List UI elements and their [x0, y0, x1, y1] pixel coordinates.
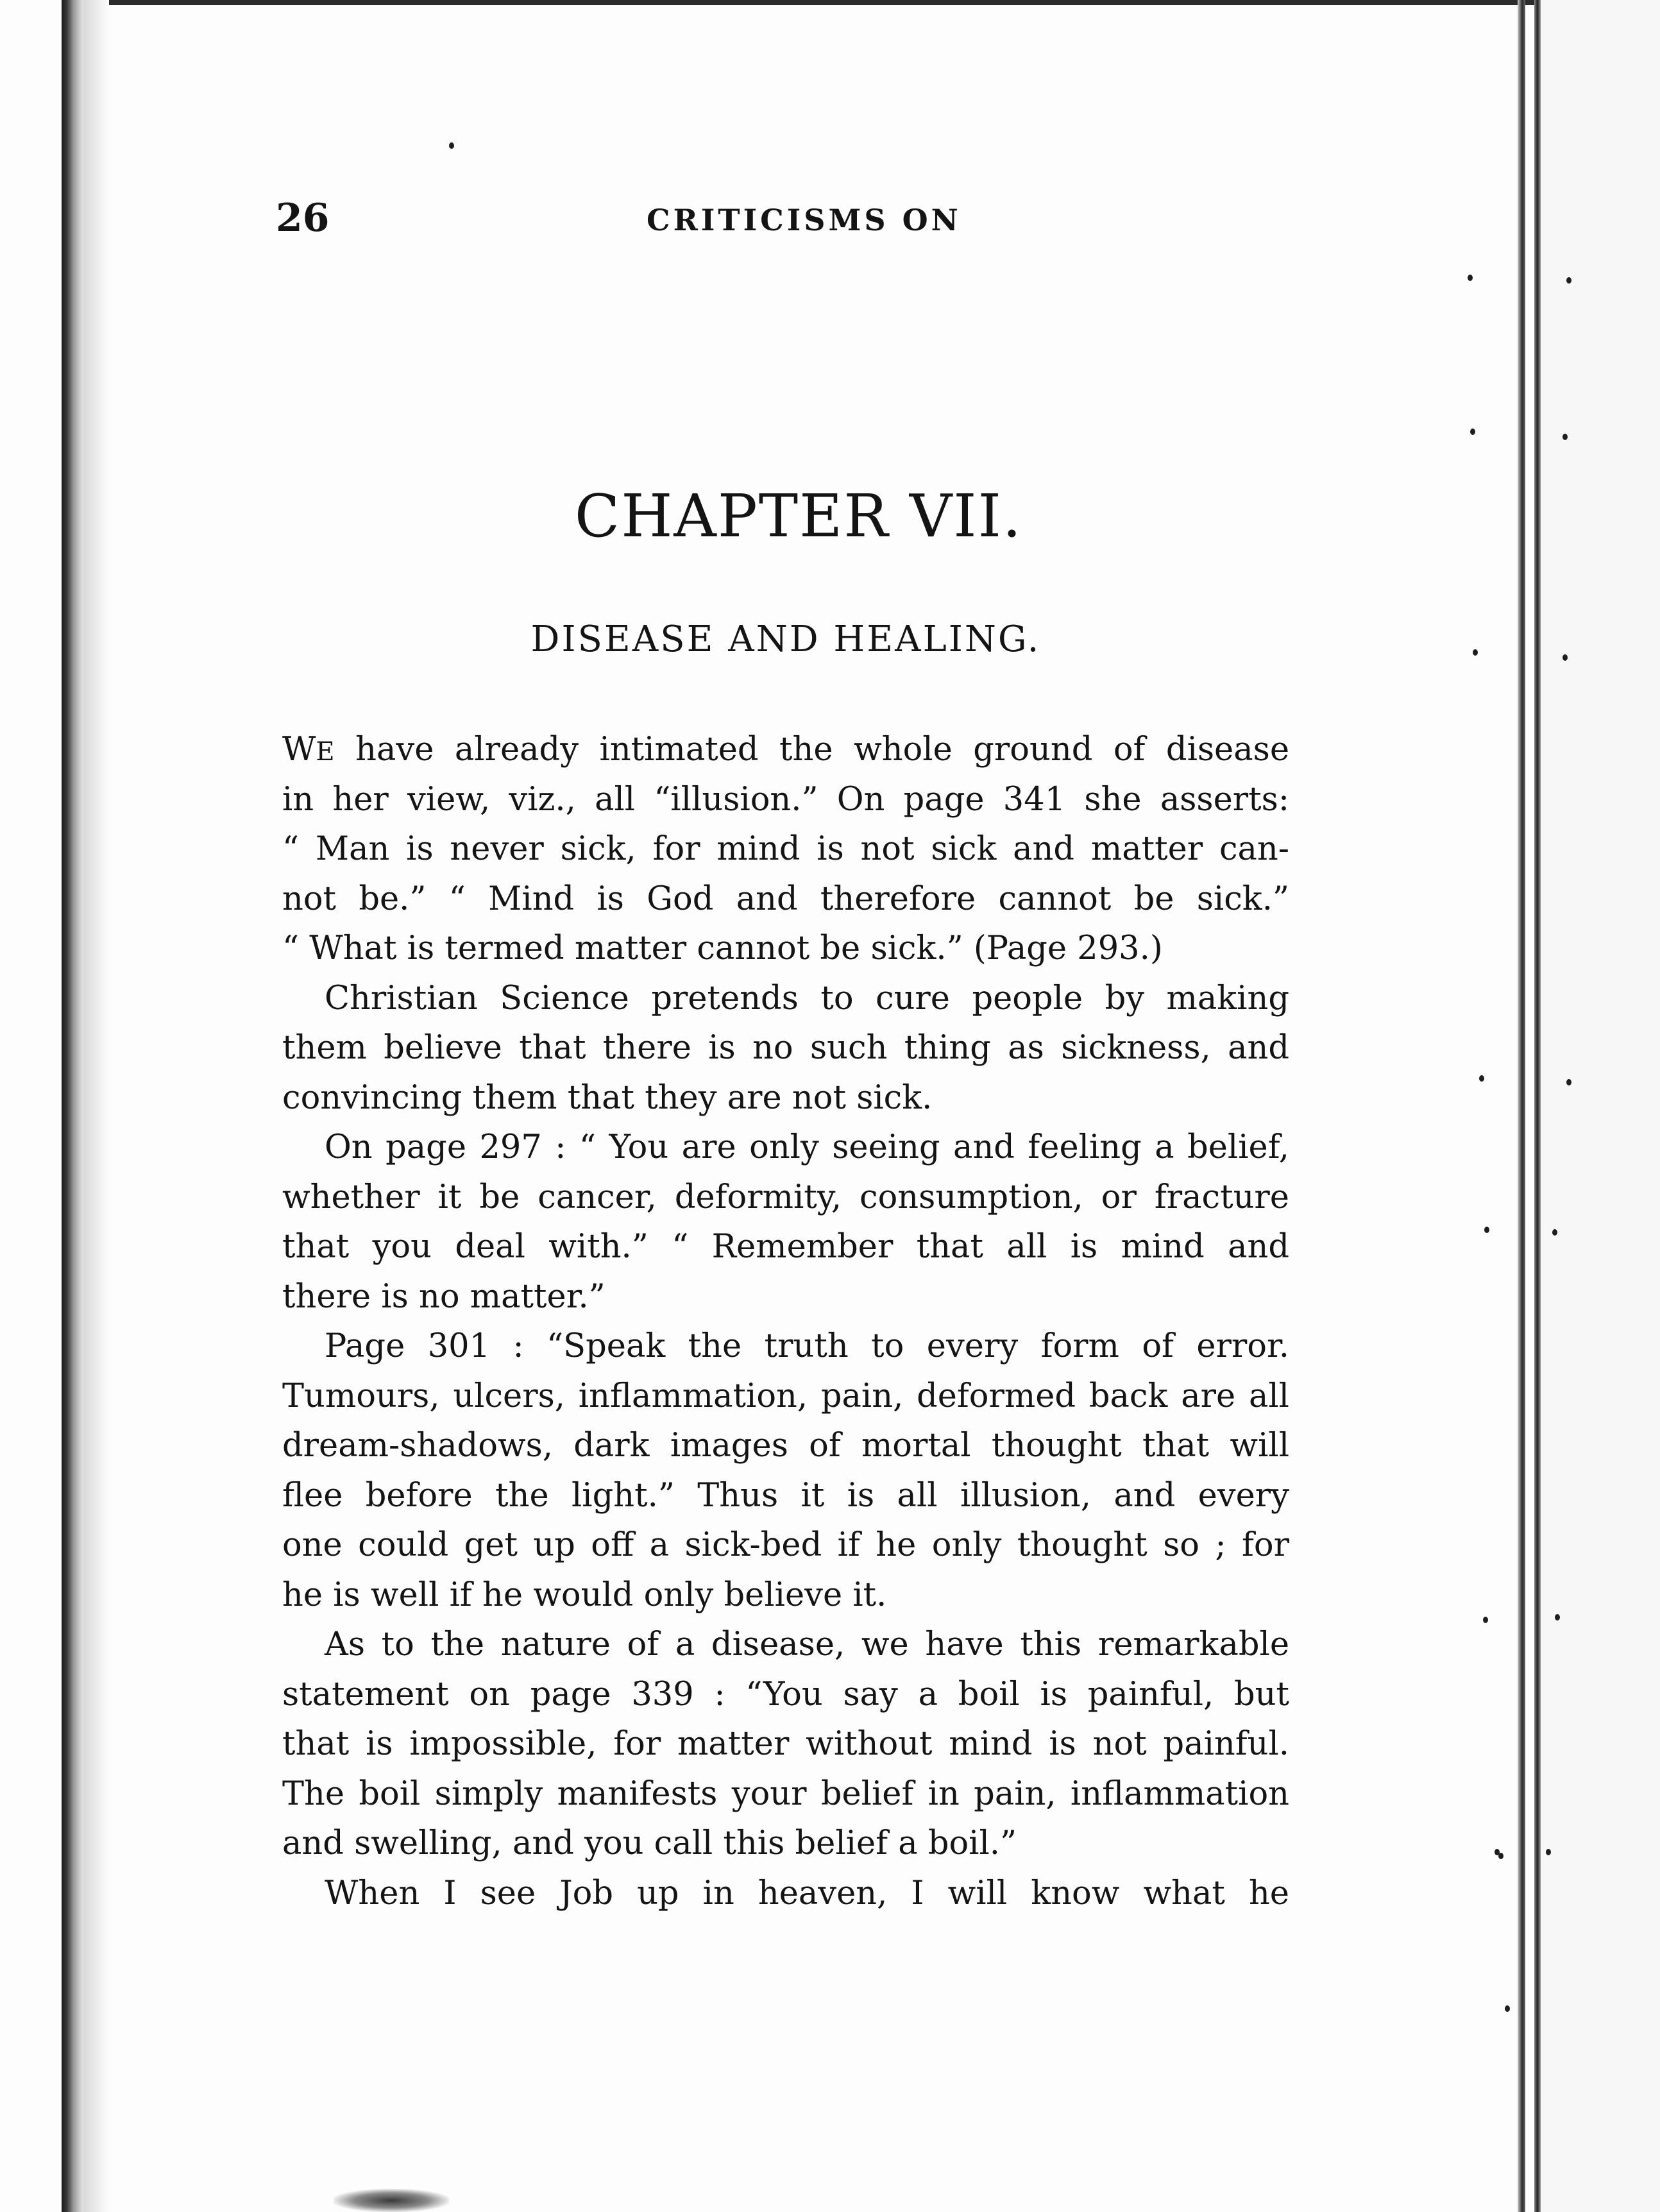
text-line: that you deal with.” “ Remember that all is mind and — [282, 1228, 1289, 1266]
scan-speck — [1470, 429, 1475, 435]
text-line: “ What is termed matter cannot be sick.” (Page 293.) — [282, 930, 1163, 967]
text-line: Christian Science pretends to cure people by making — [325, 979, 1289, 1017]
text-line: whether it be cancer, deformity, consumption, or fracture — [282, 1178, 1289, 1216]
text-line: “ Man is never sick, for mind is not sick and matter can- — [282, 830, 1289, 868]
scan-speck — [1468, 275, 1473, 281]
chapter-title: CHAPTER VII. — [574, 482, 1023, 550]
scan-right-edge-outer — [1534, 0, 1541, 2212]
text-line: As to the nature of a disease, we have this remarkable — [325, 1626, 1289, 1663]
scan-speck — [1552, 1229, 1557, 1236]
text-line: one could get up off a sick-bed if he only thought so ; for — [282, 1526, 1289, 1564]
scan-speck — [1563, 434, 1568, 440]
scan-speck — [449, 142, 454, 149]
running-head — [276, 192, 1296, 244]
text-line: statement on page 339 : “You say a boil is painful, but — [282, 1675, 1289, 1714]
section-title: DISEASE AND HEALING. — [530, 618, 1041, 660]
scan-left-shadow — [83, 0, 109, 2212]
text-line: there is no matter.” — [282, 1277, 606, 1316]
scan-speck — [1566, 1079, 1571, 1085]
running-head-title: CRITICISMS ON — [647, 203, 961, 237]
scan-speck — [1484, 1227, 1489, 1233]
scan-right-edge — [1518, 0, 1525, 2212]
text-line-rest: have already intimated the whole ground of disease — [334, 731, 1289, 769]
text-line: in her view, viz., all “illusion.” On page 341 she asserts: — [282, 780, 1289, 819]
text-line: Tumours, ulcers, inflammation, pain, deformed back are all — [282, 1377, 1289, 1415]
page-number: 26 — [276, 196, 330, 241]
body-text — [282, 725, 1289, 1918]
scan-smudge — [334, 2189, 449, 2212]
scan-top-edge — [62, 0, 1537, 5]
text-line: convincing them that they are not sick. — [282, 1078, 933, 1117]
scan-right-margin — [1541, 0, 1660, 2212]
text-line: dream-shadows, dark images of mortal thought that will — [282, 1427, 1289, 1465]
scan-speck — [1483, 1617, 1488, 1623]
text-line — [282, 725, 1289, 775]
text-line: The boil simply manifests your belief in pain, inflammation — [282, 1774, 1289, 1813]
text-line: that is impossible, for matter without mind is not painful. — [282, 1725, 1289, 1763]
scan-speck — [1498, 1853, 1503, 1859]
text-line: he is well if he would only believe it. — [282, 1576, 887, 1614]
text-line: flee before the light.” Thus it is all illusion, and every — [282, 1476, 1289, 1515]
text-line: them believe that there is no such thing as sickness, and — [282, 1029, 1289, 1067]
text-line: When I see Job up in heaven, I will know what he — [325, 1874, 1289, 1912]
scan-speck — [1563, 654, 1568, 661]
scan-speck — [1546, 1849, 1551, 1855]
text-line: Page 301 : “Speak the truth to every form of error. — [325, 1327, 1289, 1365]
scan-speck — [1505, 2005, 1510, 2012]
scan-speck — [1479, 1075, 1484, 1082]
text-line: and swelling, and you call this belief a boil.” — [282, 1825, 1017, 1862]
drop-word-smallcaps: E — [316, 737, 335, 767]
scan-speck — [1566, 277, 1571, 284]
text-line: On page 297 : “ You are only seeing and feeling a belief, — [325, 1128, 1289, 1166]
scan-speck — [1555, 1614, 1560, 1621]
scan-left-edge — [62, 0, 83, 2212]
text-line: not be.” “ Mind is God and therefore cannot be sick.” — [282, 880, 1289, 918]
scan-speck — [1473, 649, 1478, 656]
drop-word-cap: W — [282, 731, 316, 769]
